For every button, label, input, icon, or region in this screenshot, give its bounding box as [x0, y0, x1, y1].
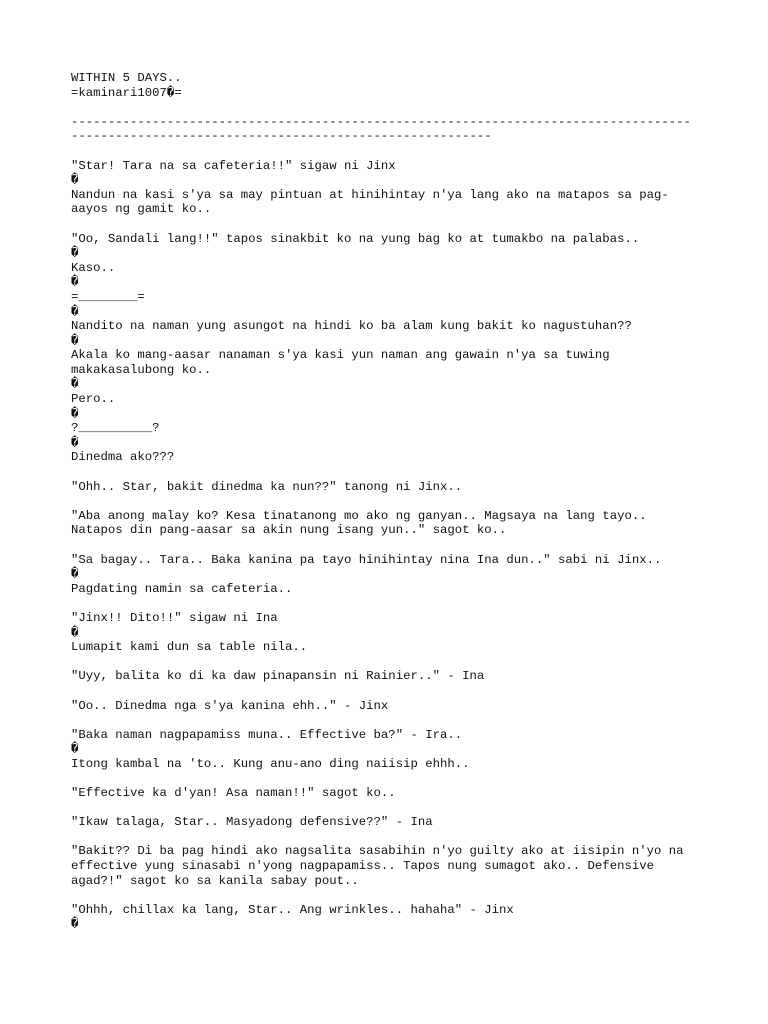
text-line: =kaminari1007�=	[71, 85, 182, 100]
text-line: "Bakit?? Di ba pag hindi ako nagsalita sasabihin n'yo guilty ako at iisipin n'yo na	[71, 844, 684, 859]
document-body	[71, 71, 731, 932]
blank-line	[71, 100, 731, 115]
text-line: "Ohhh, chillax ka lang, Star.. Ang wrinkles.. hahaha" - Jinx	[71, 902, 514, 917]
text-line: "Ohh.. Star, bakit dinedma ka nun??" tanong ni Jinx..	[71, 479, 463, 494]
text-line: "Star! Tara na sa cafeteria!!" sigaw ni Jinx	[71, 158, 396, 173]
replacement-char-line: �	[71, 246, 79, 261]
replacement-char-line: �	[71, 435, 79, 450]
replacement-char-line: �	[71, 625, 79, 640]
text-line: "Ikaw talaga, Star.. Masyadong defensive??" - Ina	[71, 815, 433, 830]
text-line: Lumapit kami dun sa table nila..	[71, 640, 308, 655]
separator-line: ------------------------------------------------------------------------------------	[71, 114, 691, 129]
text-line: Pagdating namin sa cafeteria..	[71, 581, 293, 596]
blank-line	[71, 888, 731, 903]
replacement-char-line: �	[71, 917, 79, 932]
text-line: "Oo.. Dinedma nga s'ya kanina ehh.." - Jinx	[71, 698, 389, 713]
text-line: "Effective ka d'yan! Asa naman!!" sagot ko..	[71, 786, 396, 801]
text-line: effective yung sinasabi n'yong nagpapamiss.. Tapos nung sumagot ako.. Defensive	[71, 859, 654, 874]
text-line: "Baka naman nagpapamiss muna.. Effective ba?" - Ira..	[71, 727, 463, 742]
blank-line	[71, 538, 731, 553]
blank-line	[71, 830, 731, 845]
text-line: =________=	[71, 289, 145, 304]
replacement-char-line: �	[71, 742, 79, 757]
text-line: "Aba anong malay ko? Kesa tinatanong mo ako ng ganyan.. Magsaya na lang tayo..	[71, 508, 647, 523]
blank-line	[71, 772, 731, 787]
blank-line	[71, 801, 731, 816]
text-line: ?__________?	[71, 421, 160, 436]
replacement-char-line: �	[71, 333, 79, 348]
text-line: Akala ko mang-aasar nanaman s'ya kasi yun naman ang gawain n'ya sa tuwing	[71, 348, 610, 363]
blank-line	[71, 655, 731, 670]
text-line: WITHIN 5 DAYS..	[71, 71, 182, 85]
replacement-char-line: �	[71, 304, 79, 319]
text-line: agad?!" sagot ko sa kanila sabay pout..	[71, 873, 359, 888]
separator-line: ---------------------------------------------------------	[71, 129, 492, 144]
blank-line	[71, 494, 731, 509]
blank-line	[71, 684, 731, 699]
text-line: makakasalubong ko..	[71, 362, 212, 377]
text-line: Natapos din pang-aasar sa akin nung isang yun.." sagot ko..	[71, 523, 507, 538]
replacement-char-line: �	[71, 275, 79, 290]
text-line: Pero..	[71, 392, 116, 407]
text-line: Nandito na naman yung asungot na hindi ko ba alam kung bakit ko nagustuhan??	[71, 319, 632, 334]
blank-line	[71, 217, 731, 232]
blank-line	[71, 465, 731, 480]
text-line: "Jinx!! Dito!!" sigaw ni Ina	[71, 610, 278, 625]
replacement-char-line: �	[71, 377, 79, 392]
blank-line	[71, 144, 731, 159]
text-line: "Sa bagay.. Tara.. Baka kanina pa tayo hinihintay nina Ina dun.." sabi ni Jinx..	[71, 552, 662, 567]
blank-line	[71, 713, 731, 728]
blank-line	[71, 596, 731, 611]
text-line: Kaso..	[71, 260, 116, 275]
replacement-char-line: �	[71, 567, 79, 582]
text-line: Dinedma ako???	[71, 450, 175, 465]
text-line: "Oo, Sandali lang!!" tapos sinakbit ko na yung bag ko at tumakbo na palabas..	[71, 231, 640, 246]
text-line: "Uyy, balita ko di ka daw pinapansin ni Rainier.." - Ina	[71, 669, 485, 684]
replacement-char-line: �	[71, 406, 79, 421]
text-line: Nandun na kasi s'ya sa may pintuan at hinihintay n'ya lang ako na matapos sa pag-	[71, 187, 669, 202]
text-line: aayos ng gamit ko..	[71, 202, 212, 217]
replacement-char-line: �	[71, 173, 79, 188]
text-line: Itong kambal na 'to.. Kung anu-ano ding naiisip ehhh..	[71, 756, 470, 771]
